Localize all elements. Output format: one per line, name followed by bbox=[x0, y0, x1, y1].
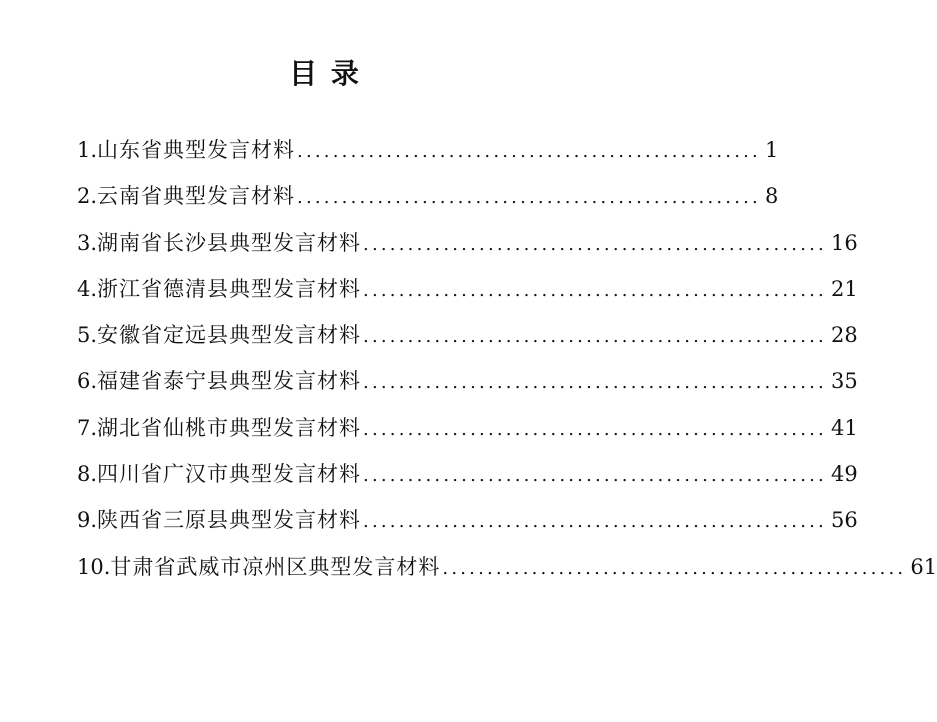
toc-entry-title: 甘肃省武威市凉州区典型发言材料 bbox=[110, 554, 441, 579]
dot-leader: .................................................... bbox=[363, 465, 827, 487]
toc-entry-page: 41 bbox=[830, 415, 858, 440]
toc-entry bbox=[77, 130, 779, 176]
toc-entry bbox=[77, 547, 937, 593]
toc-entry-number: 2. bbox=[77, 184, 98, 209]
toc-entry-number: 4. bbox=[77, 276, 98, 301]
toc-entry-number: 8. bbox=[77, 462, 98, 487]
table-of-contents bbox=[77, 130, 937, 593]
toc-entry bbox=[77, 176, 779, 222]
dot-leader: .................................................... bbox=[297, 187, 761, 209]
dot-leader: .................................................... bbox=[363, 372, 827, 394]
toc-entry-page: 35 bbox=[830, 369, 858, 394]
toc-entry-title: 福建省泰宁县典型发言材料 bbox=[97, 369, 362, 394]
toc-entry bbox=[77, 361, 858, 407]
toc-entry bbox=[77, 408, 858, 454]
toc-entry-page: 8 bbox=[764, 184, 779, 209]
dot-leader: .................................................... bbox=[363, 418, 827, 440]
toc-entry-page: 28 bbox=[830, 323, 858, 348]
toc-entry-number: 5. bbox=[77, 323, 98, 348]
page-title: 目 录 bbox=[289, 57, 361, 90]
toc-entry-page: 56 bbox=[830, 508, 858, 533]
toc-entry-page: 21 bbox=[830, 276, 858, 301]
toc-entry-number: 9. bbox=[77, 508, 98, 533]
dot-leader: .................................................... bbox=[363, 511, 827, 533]
toc-entry-title: 湖南省长沙县典型发言材料 bbox=[97, 230, 362, 255]
toc-entry-number: 3. bbox=[77, 230, 98, 255]
toc-entry-number: 6. bbox=[77, 369, 98, 394]
toc-entry-number: 10. bbox=[77, 554, 111, 579]
toc-entry bbox=[77, 315, 858, 361]
toc-entry bbox=[77, 223, 858, 269]
dot-leader: .................................................... bbox=[363, 233, 827, 255]
toc-entry bbox=[77, 269, 858, 315]
toc-entry-page: 61 bbox=[910, 554, 937, 579]
toc-entry-title: 四川省广汉市典型发言材料 bbox=[97, 462, 362, 487]
dot-leader: .................................................... bbox=[363, 279, 827, 301]
toc-entry bbox=[77, 500, 858, 546]
toc-entry-title: 安徽省定远县典型发言材料 bbox=[97, 323, 362, 348]
toc-entry bbox=[77, 454, 858, 500]
toc-entry-page: 16 bbox=[830, 230, 858, 255]
toc-entry-title: 陕西省三原县典型发言材料 bbox=[97, 508, 362, 533]
toc-entry-title: 浙江省德清县典型发言材料 bbox=[97, 276, 362, 301]
toc-entry-title: 湖北省仙桃市典型发言材料 bbox=[97, 415, 362, 440]
dot-leader: .................................................... bbox=[297, 141, 761, 162]
toc-entry-page: 49 bbox=[830, 462, 858, 487]
toc-entry-title: 云南省典型发言材料 bbox=[97, 184, 296, 209]
toc-entry-number: 7. bbox=[77, 415, 98, 440]
toc-entry-page: 1 bbox=[764, 138, 779, 162]
toc-entry-number: 1. bbox=[77, 138, 98, 162]
toc-entry-title: 山东省典型发言材料 bbox=[97, 138, 296, 162]
dot-leader: .................................................... bbox=[442, 557, 907, 579]
dot-leader: .................................................... bbox=[363, 326, 827, 348]
